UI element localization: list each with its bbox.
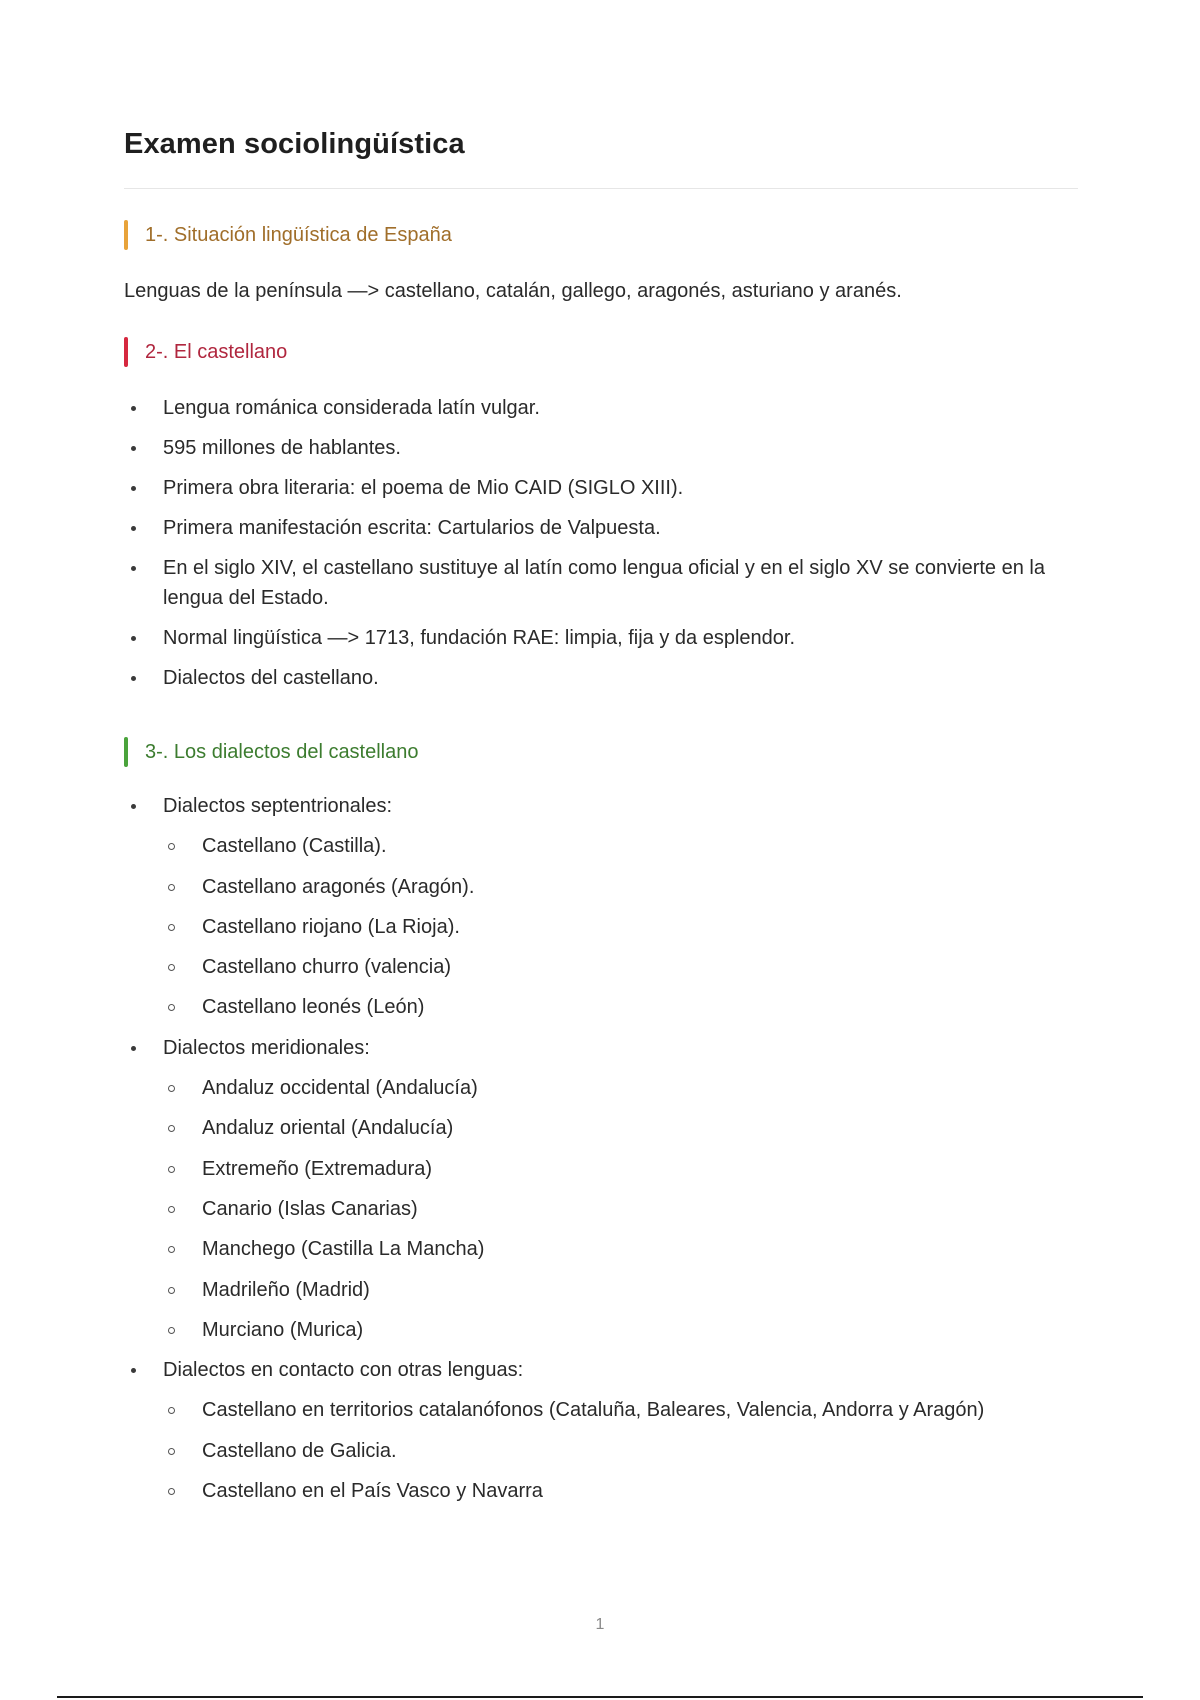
section-3-heading-text: 3-. Los dialectos del castellano: [145, 740, 419, 763]
section-1-heading: [124, 220, 452, 250]
list-item: 595 millones de hablantes.: [124, 433, 1078, 463]
list-item: Andaluz oriental (Andalucía): [124, 1113, 1078, 1143]
list-item: Primera obra literaria: el poema de Mio CAID (SIGLO XIII).: [124, 473, 1078, 503]
section-1-text: Lenguas de la península —> castellano, catalán, gallego, aragonés, asturiano y aranés.: [124, 280, 902, 302]
section-3-list: [124, 791, 1078, 1516]
section-1-heading-text: 1-. Situación lingüística de España: [145, 223, 452, 246]
bullet-icon: [131, 1368, 136, 1373]
sub-bullet-icon: [168, 884, 175, 891]
callout-bar: [124, 220, 128, 250]
list-item: Extremeño (Extremadura): [124, 1154, 1078, 1184]
sub-bullet-icon: [168, 924, 175, 931]
list-item: Castellano de Galicia.: [124, 1436, 1078, 1466]
page-number: 1: [595, 1616, 605, 1633]
group-label: Dialectos septentrionales:: [124, 791, 1078, 821]
page-bottom-border: [57, 1696, 1143, 1698]
sub-bullet-icon: [168, 1004, 175, 1011]
list-item: Murciano (Murica): [124, 1315, 1078, 1345]
list-item: Castellano churro (valencia): [124, 952, 1078, 982]
bullet-icon: [131, 446, 136, 451]
list-item: Castellano (Castilla).: [124, 831, 1078, 861]
list-item: Castellano riojano (La Rioja).: [124, 912, 1078, 942]
list-item: Castellano aragonés (Aragón).: [124, 872, 1078, 902]
sub-bullet-icon: [168, 1166, 175, 1173]
bullet-icon: [131, 526, 136, 531]
title-divider: [124, 188, 1078, 189]
bullet-icon: [131, 636, 136, 641]
list-item: Lengua románica considerada latín vulgar.: [124, 393, 1078, 423]
list-item: Castellano en territorios catalanófonos (Cataluña, Baleares, Valencia, Andorra y Aragón): [124, 1395, 1078, 1425]
sub-bullet-icon: [168, 1125, 175, 1132]
list-item: Castellano leonés (León): [124, 992, 1078, 1022]
sub-bullet-icon: [168, 1407, 175, 1414]
callout-bar: [124, 737, 128, 767]
list-item: Dialectos del castellano.: [124, 663, 1078, 693]
list-item: Manchego (Castilla La Mancha): [124, 1234, 1078, 1264]
list-item: Madrileño (Madrid): [124, 1275, 1078, 1305]
bullet-icon: [131, 676, 136, 681]
group-label: Dialectos meridionales:: [124, 1033, 1078, 1063]
group-label: Dialectos en contacto con otras lenguas:: [124, 1355, 1078, 1385]
sub-bullet-icon: [168, 1448, 175, 1455]
bullet-icon: [131, 406, 136, 411]
section-2-list: [124, 393, 1078, 703]
list-item: Normal lingüística —> 1713, fundación RAE: limpia, fija y da esplendor.: [124, 623, 1078, 653]
section-2-heading-text: 2-. El castellano: [145, 340, 288, 363]
list-item: Castellano en el País Vasco y Navarra: [124, 1476, 1078, 1506]
list-item: Andaluz occidental (Andalucía): [124, 1073, 1078, 1103]
list-item: En el siglo XIV, el castellano sustituye al latín como lengua oficial y en el siglo XV se convierte en la lengua del Estado.: [124, 553, 1078, 613]
sub-bullet-icon: [168, 1206, 175, 1213]
sub-bullet-icon: [168, 843, 175, 850]
list-item: Canario (Islas Canarias): [124, 1194, 1078, 1224]
sub-bullet-icon: [168, 1085, 175, 1092]
list-item: Primera manifestación escrita: Cartularios de Valpuesta.: [124, 513, 1078, 543]
sub-bullet-icon: [168, 1327, 175, 1334]
sub-bullet-icon: [168, 1488, 175, 1495]
bullet-icon: [131, 804, 136, 809]
bullet-icon: [131, 566, 136, 571]
sub-bullet-icon: [168, 964, 175, 971]
sub-bullet-icon: [168, 1287, 175, 1294]
page-title: Examen sociolingüística: [124, 128, 465, 160]
section-2-heading: [124, 337, 287, 367]
sub-bullet-icon: [168, 1246, 175, 1253]
callout-bar: [124, 337, 128, 367]
bullet-icon: [131, 1046, 136, 1051]
bullet-icon: [131, 486, 136, 491]
section-3-heading: [124, 737, 419, 767]
